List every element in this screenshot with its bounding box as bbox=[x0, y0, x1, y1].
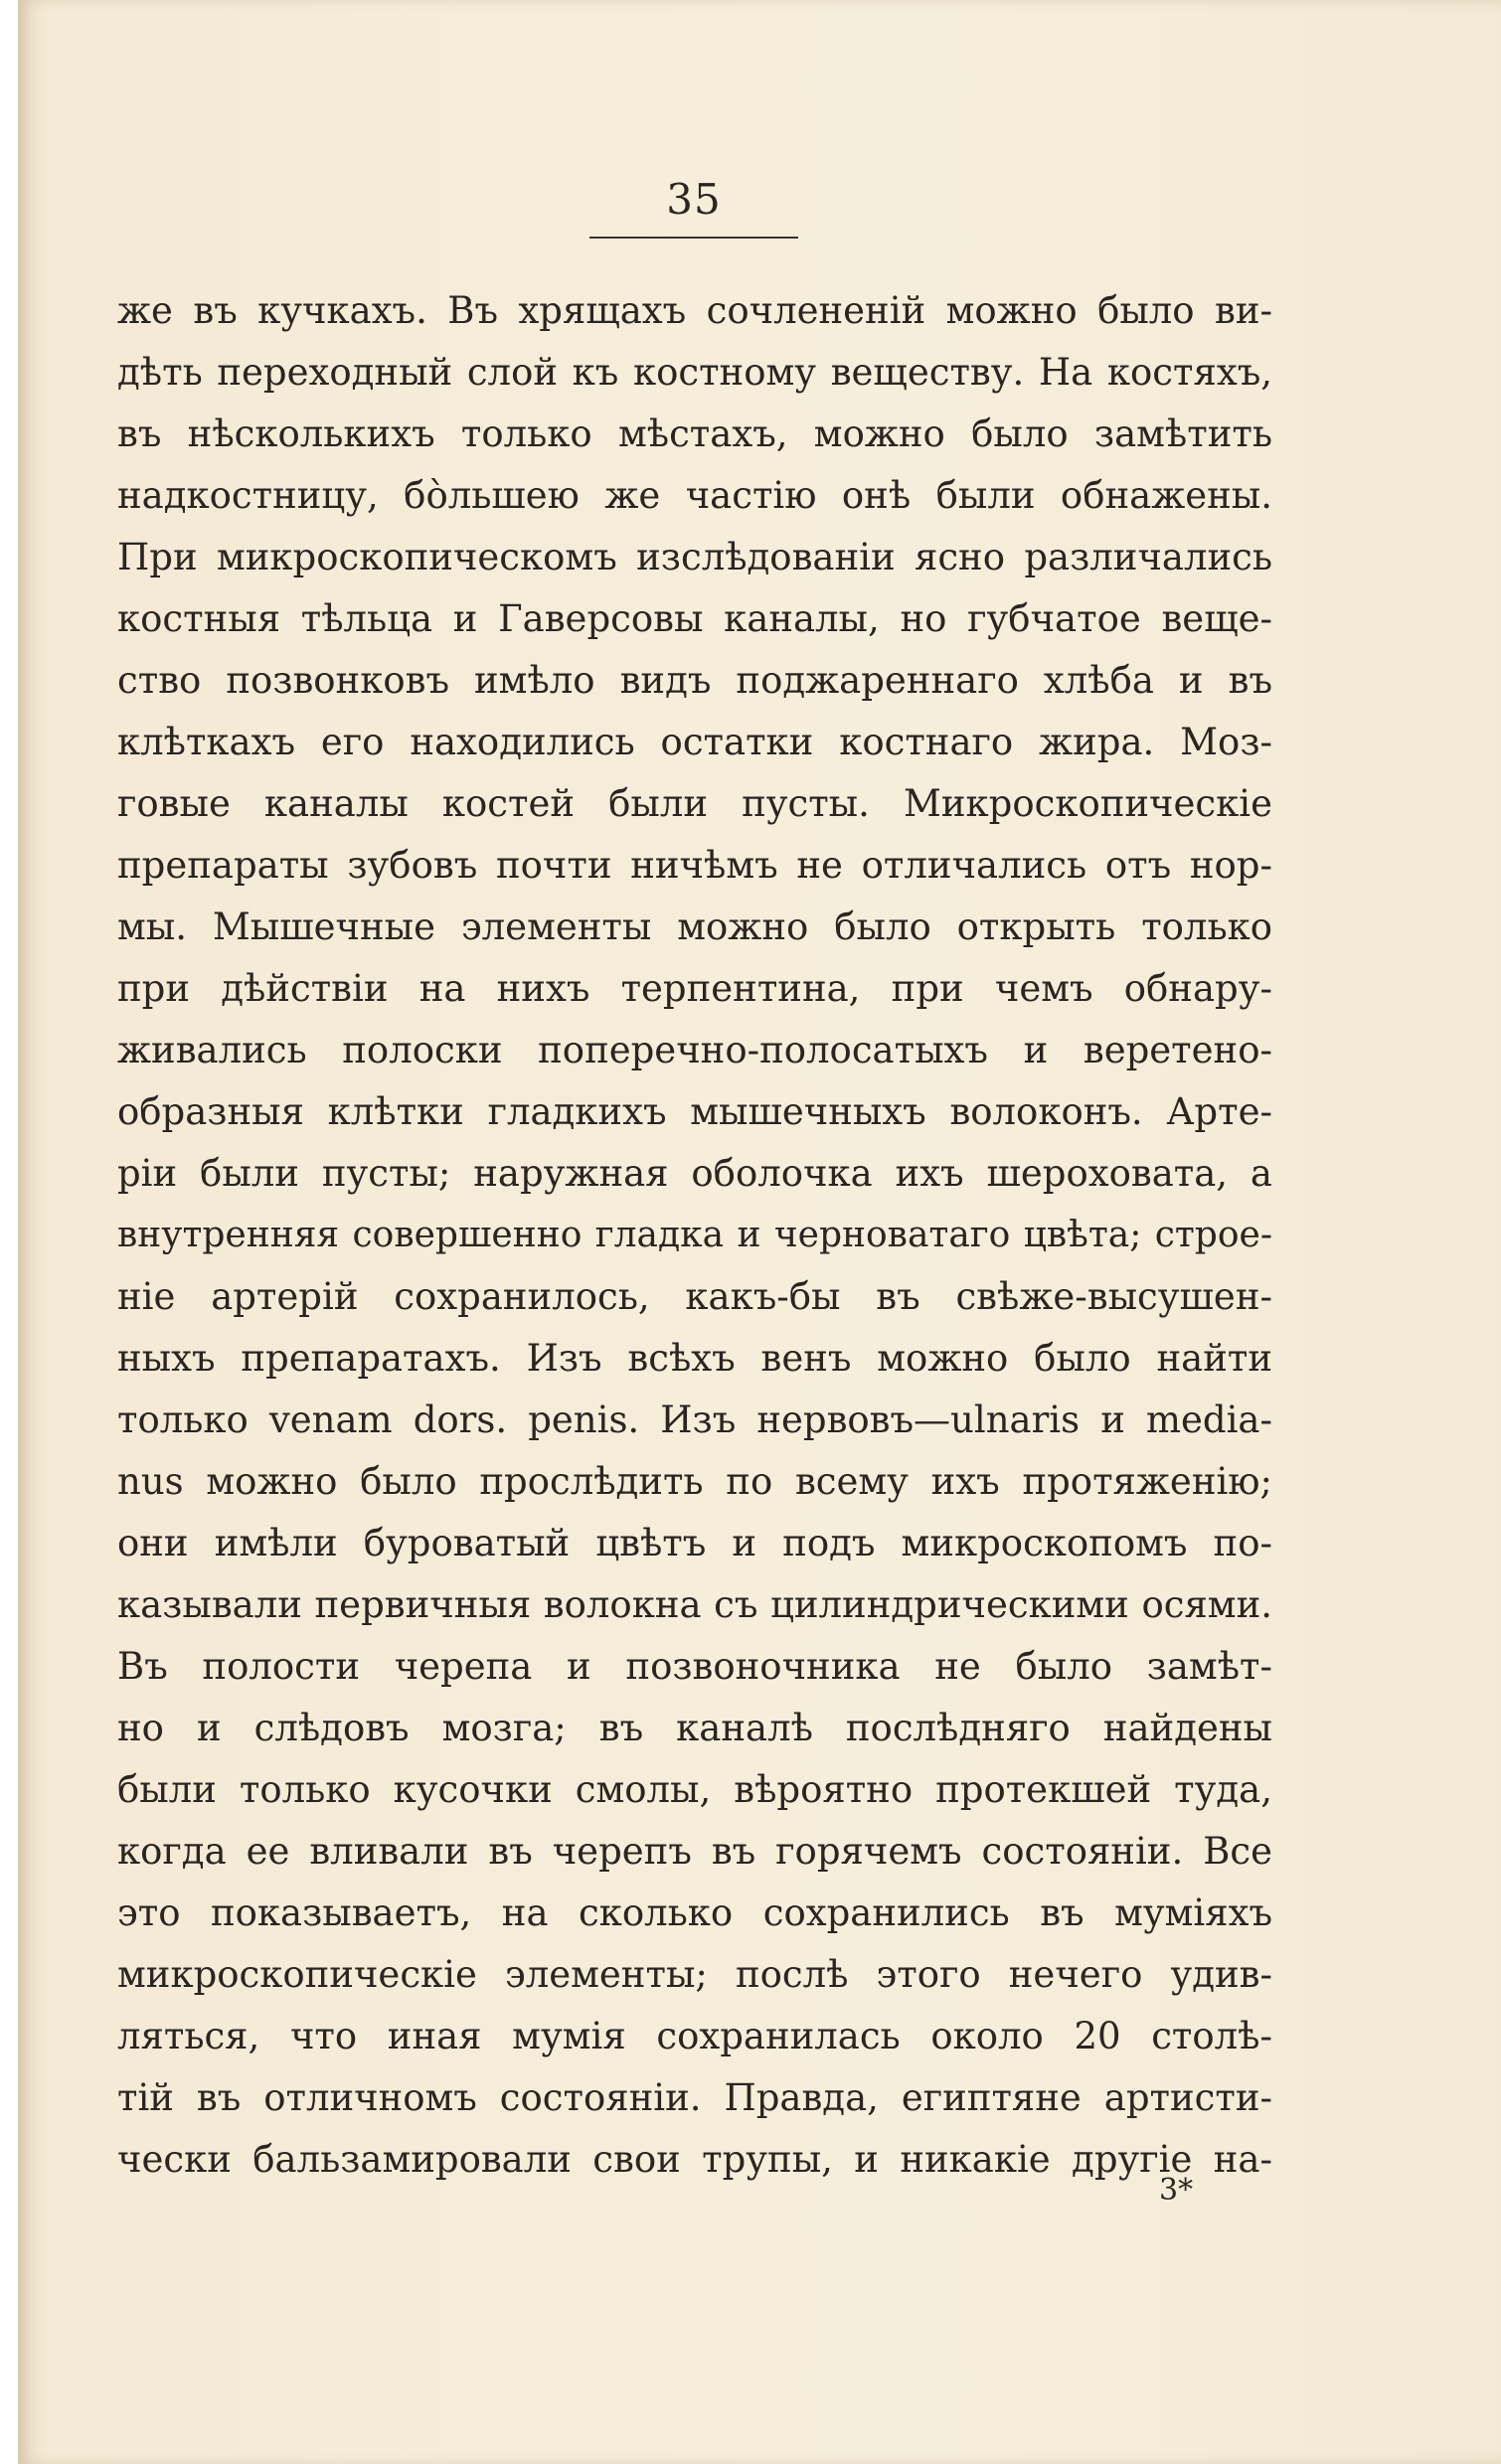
text-line: препараты зубовъ почти ничѣмъ не отличались отъ нор- bbox=[117, 844, 1272, 887]
text-line: ство позвонковъ имѣло видъ поджареннаго хлѣба и въ bbox=[117, 659, 1272, 702]
text-line: тій въ отличномъ состояніи. Правда, египтяне артисти- bbox=[117, 2076, 1272, 2119]
text-line: казывали первичныя волокна съ цилиндрическими осями. bbox=[117, 1583, 1272, 1626]
text-line: надкостницу, бо̀льшею же частію онѣ были обнажены. bbox=[117, 474, 1272, 517]
text-line: въ нѣсколькихъ только мѣстахъ, можно было замѣтить bbox=[117, 412, 1272, 455]
text-line: они имѣли буроватый цвѣтъ и подъ микроскопомъ по- bbox=[117, 1522, 1272, 1564]
text-line: ніе артерій сохранилось, какъ-бы въ свѣже-высушен- bbox=[117, 1275, 1272, 1318]
text-line: При микроскопическомъ изслѣдованіи ясно различались bbox=[117, 536, 1272, 578]
text-line: это показываетъ, на сколько сохранились въ муміяхъ bbox=[117, 1891, 1272, 1934]
body-text bbox=[117, 280, 1272, 2191]
text-line: внутренняя совершенно гладка и черноватаго цвѣта; строе- bbox=[117, 1215, 1272, 1255]
text-line: но и слѣдовъ мозга; въ каналѣ послѣдняго найдены bbox=[117, 1707, 1272, 1749]
text-line: мы. Мышечные элементы можно было открыть только bbox=[117, 905, 1272, 948]
text-line: костныя тѣльца и Гаверсовы каналы, но губчатое веще- bbox=[117, 597, 1272, 640]
book-page bbox=[18, 0, 1501, 2464]
text-line: при дѣйствіи на нихъ терпентина, при чемъ обнару- bbox=[117, 967, 1272, 1010]
text-line: ріи были пусты; наружная оболочка ихъ шероховата, а bbox=[117, 1152, 1272, 1195]
signature-mark: 3* bbox=[1159, 2173, 1194, 2208]
text-line: клѣткахъ его находились остатки костнаго жира. Моз- bbox=[117, 721, 1272, 763]
text-line: nus можно было прослѣдить по всему ихъ протяженію; bbox=[117, 1460, 1272, 1503]
text-line: когда ее вливали въ черепъ въ горячемъ состояніи. Все bbox=[117, 1830, 1272, 1873]
text-line: Въ полости черепа и позвоночника не было замѣт- bbox=[117, 1645, 1272, 1688]
text-line: живались полоски поперечно-полосатыхъ и веретено- bbox=[117, 1029, 1272, 1071]
text-line: ныхъ препаратахъ. Изъ всѣхъ венъ можно было найти bbox=[117, 1337, 1272, 1380]
header-rule bbox=[589, 237, 798, 239]
text-line: ляться, что иная мумія сохранилась около 20 столѣ- bbox=[117, 2015, 1272, 2057]
text-line: говые каналы костей были пусты. Микроскопическіе bbox=[117, 782, 1272, 825]
text-line: были только кусочки смолы, вѣроятно протекшей туда, bbox=[117, 1768, 1272, 1811]
text-line: чески бальзамировали свои трупы, и никакіе другіе на- bbox=[117, 2138, 1272, 2181]
text-line: же въ кучкахъ. Въ хрящахъ сочлененій можно было ви- bbox=[117, 289, 1272, 332]
text-line: микроскопическіе элементы; послѣ этого нечего удив- bbox=[117, 1953, 1272, 1996]
text-line: дѣть переходный слой къ костному веществу. На костяхъ, bbox=[117, 351, 1272, 394]
text-line: только venam dors. penis. Изъ нервовъ—ulnaris и media- bbox=[117, 1398, 1272, 1441]
page-number: 35 bbox=[666, 175, 722, 224]
text-line: образныя клѣтки гладкихъ мышечныхъ волоконъ. Арте- bbox=[117, 1090, 1272, 1133]
